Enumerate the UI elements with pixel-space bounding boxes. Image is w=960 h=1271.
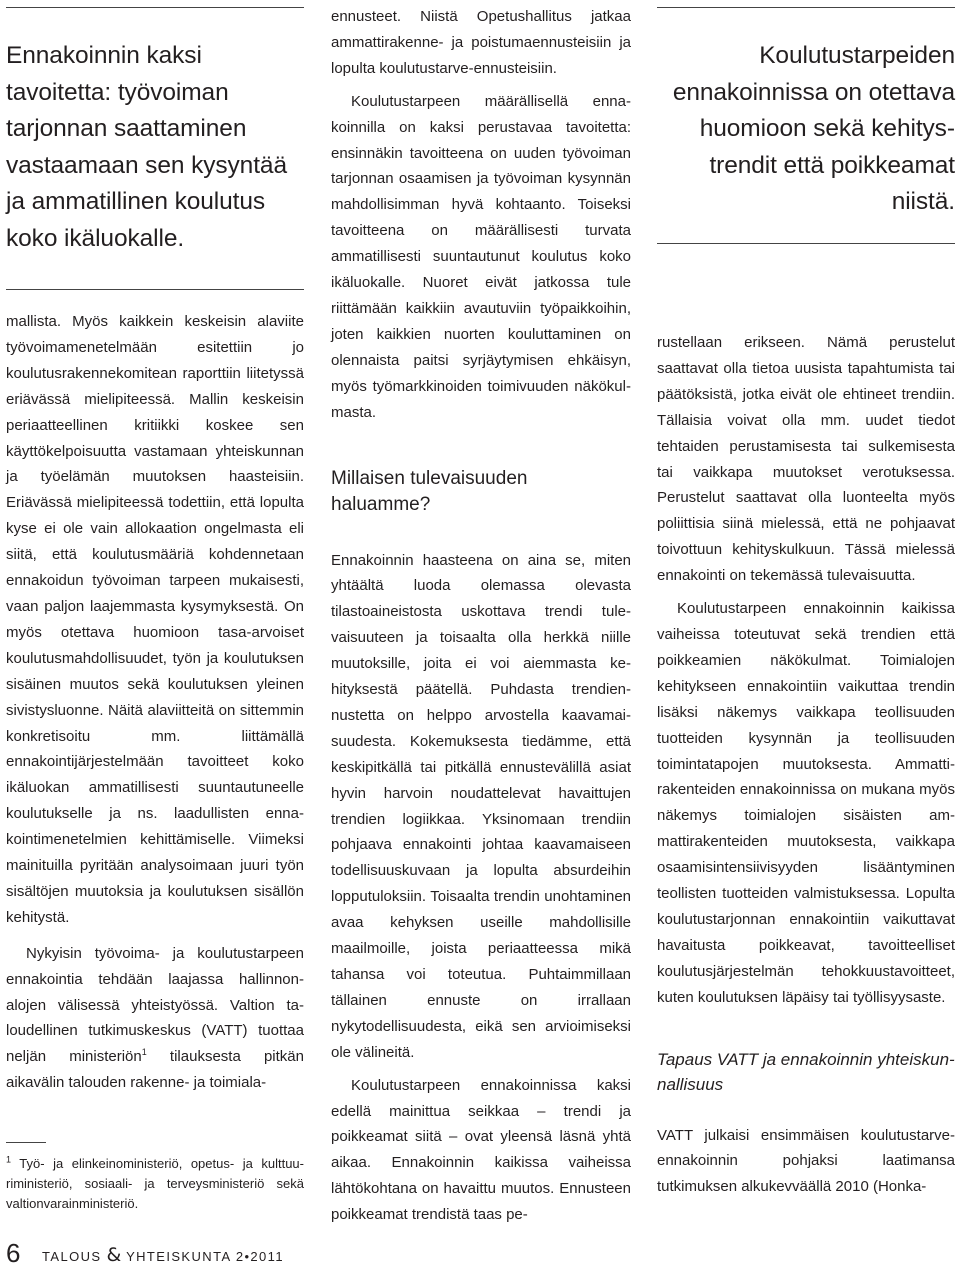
footnote-reference: 1	[141, 1047, 147, 1058]
pullquote-rule-bottom	[657, 243, 955, 244]
publication-name-part: TALOUS	[42, 1249, 107, 1264]
body-text: tilauksesta pitkän aikavälin talouden rakenne- ja toimiala-	[6, 1048, 304, 1092]
body-paragraph: ennusteet. Niistä Opetushallitus jatkaa ammattirakenne- ja poistumaennusteisiin ja lopulta koulutustarve-ennusteisiin.	[331, 8, 631, 77]
column-1-body	[6, 309, 304, 1096]
body-paragraph: Koulutustarpeen ennakoinnin kaikissa vaiheissa toteutuvat sekä trendien että poikkeamien näkökulmat. Toimialojen kehitykseen ennakointiin vaikuttaa trendin lisäksi näkemys vaikkapa teollisuuden tuotteiden kysynnän ja teollisuuden toimintatapojen muutoksesta. Ammattirakenteiden ennakoinnissa on mukana myös näkemys toimialojen sisäisten ammattirakenteiden muutoksesta, vaikkapa osaamisintensiivisyyden lisääntyminen teollisten tuotteiden valmistuksessa. Lopulta koulutustarjonnan ennakointiin vaikuttavat havaitusta poikkeavat, tavoitteelliset koulutusjärjestelmän tehokkuustavoitteet, kuten koulutuksen läpäisy tai työllisyysaste.	[657, 600, 955, 1006]
section-heading: Tapaus VATT ja ennakoinnin yhteiskunnallisuus	[657, 1049, 955, 1094]
body-paragraph: mallista. Myös kaikkein keskeisin alaviite työvoimamenetelmään esitettiin jo koulutusrakennekomitean raporttiin liitetyssä eriävässä mielipiteessä. Mallin keskeisin periaatteellinen kritiikki koskee sen käyttökelpoisuutta vastamaan yhteiskunnan ja työelämän muutoksen haasteisiin. Eriävässä mielipiteessä todettiin, että lopulta kyse ei ole vain allokaation ongelmasta eli siitä, että koulutusmääriä kohdennetaan ennakoidun työvoiman tarpeen mukaisesti, vaan paljon laajemmasta kysymyksestä. On myös otettava huomioon tasa-arvoiset koulutusmahdollisuudet, työn ja koulutuksen sisäinen muutos sekä koulutuksen yleinen sivistysluonne. Näitä alaviitteitä on sittemmin konkretisoitu mm. liittämällä ennakointijärjestelmään tavoitteet koko ikäluokan ammatillisesti suuntautuneelle koulutukselle ja ns. laadullisten ennakointimenetelmien kehittämiselle. Viimeksi mainituilla pyritään analysoimaan juuri työn sisältöjen muutoksia ja koulutuksen sisällön kehitystä.	[6, 313, 304, 926]
pullquote-rule-bottom	[6, 289, 304, 290]
column-2-body	[331, 4, 631, 1228]
pullquote-rule-top	[6, 7, 304, 8]
pullquote-right: Koulutustarpeiden ennakoinnissa on otettava huomioon sekä kehitystrendit että poikkeamat niistä.	[672, 42, 955, 215]
publication-name	[42, 1244, 284, 1268]
footnote-text: Työ- ja elinkeinoministeriö, opetus- ja kulttuuriministeriö, sosiaali- ja terveysministeriö sekä valtionvarainministeriö.	[6, 1156, 304, 1211]
body-paragraph: Koulutustarpeen ennakoinnissa kaksi edellä mainittua seikkaa – trendi ja poikkeamat siitä – ovat yleensä läsnä yhtä aikaa. Ennakoinnin kaikissa vaiheissa lähtökohtana on havaittu muutos. Ennusteen poikkeamat trendistä taas pe-	[331, 1076, 631, 1224]
section-heading: Millaisen tulevaisuuden haluamme?	[331, 467, 528, 515]
body-text: Nykyisin työvoima- ja koulutustarpeen ennakointia tehdään laajassa hallinnonalojen välisessä yhteistyössä. Valtion taloudellinen tutkimuskeskus (VATT) tuottaa neljän ministeriön	[6, 944, 304, 1066]
footnote	[6, 1154, 304, 1214]
pullquote-rule-top	[657, 7, 955, 8]
pullquote-left: Ennakoinnin kaksi tavoitetta: työvoiman tarjonnan saattaminen vastaamaan sen kysyntää ja ammatillinen koulutus koko ikäluokalle.	[6, 42, 287, 252]
page-number: 6	[6, 1238, 21, 1268]
footnote-mark: 1	[6, 1154, 12, 1165]
column-3-body	[657, 330, 955, 1200]
body-paragraph: rustellaan erikseen. Nämä perustelut saattavat olla tietoa uusista tapahtumista tai päätöksistä, jotka eivät ole ehtineet trendiin. Tällaisia voivat olla mm. uudet tiedot tehtaiden perustamisesta tai sulkemisesta tai vaikkapa muutokset verotuksessa. Perustelut saattavat olla luonteelta myös poliittisia siinä mielessä, että ne pohjaavat toivottuun kehityskulkuun. Tässä mielessä ennakointi on tekemässä tulevaisuutta.	[657, 334, 955, 585]
ampersand: &	[106, 1244, 122, 1266]
page-footer	[6, 1236, 306, 1270]
publication-issue: YHTEISKUNTA 2•2011	[121, 1249, 284, 1264]
body-paragraph: VATT julkaisi ensimmäisen koulutustarve-ennakoinnin pohjaksi laatimansa tutkimuksen alkukevväällä 2010 (Honka-	[657, 1126, 955, 1196]
body-paragraph: Ennakoinnin haasteena on aina se, miten yhtäältä luoda olemassa olevasta tilastoaineistosta uskottava trendi tulevaisuuteen ja toisaalta olla herkkä niille muutoksille, joita ei voi aiemmasta kehityksestä päätellä. Puhdasta trendiennustetta on helppo arvostella kaavamaisuudesta. Kokemuksesta tiedämme, että keskipitkällä tai pitkällä ennustevälillä asiat hyvin harvoin noudattelevat havaittujen trendien logiikkaa. Yksinomaan trendiin pohjaava ennakointi johtaa kaavamaiseen todellisuuskuvaan ja lopulta absurdeihin lopputuloksiin. Toisaalta trendin unohtaminen avaa kehyksen useille mahdollisille maailmoille, joista periaatteessa mikä tahansa voi toteutua. Puhtaimmillaan tällainen ennuste on irrallaan nykytodellisuudesta, eikä sen arvioimiseksi ole välineitä.	[331, 551, 631, 1061]
footnote-rule	[6, 1142, 46, 1143]
body-paragraph: Koulutustarpeen määrällisellä ennakoinnilla on kaksi perustavaa tavoitetta: ensinnäkin tavoitteena on uuden työvoiman tarjonnan osaamisen ja työvoiman kysynnän mahdollisimman hyvä kohtaanto. Toiseksi tavoitteena on määrällisesti turvata ammatillisesti suuntautunut koulutus koko ikäluokalle. Nuoret eivät jatkossa tule riittämään kaikkiin avautuviin työpaikkoihin, joten kaikkien nuorten kouluttaminen on olennaista paitsi syrjäytymisen ehkäisyn, myös työmarkkinoiden toimivuuden näkökulmasta.	[331, 92, 631, 421]
body-paragraph	[6, 941, 304, 1096]
